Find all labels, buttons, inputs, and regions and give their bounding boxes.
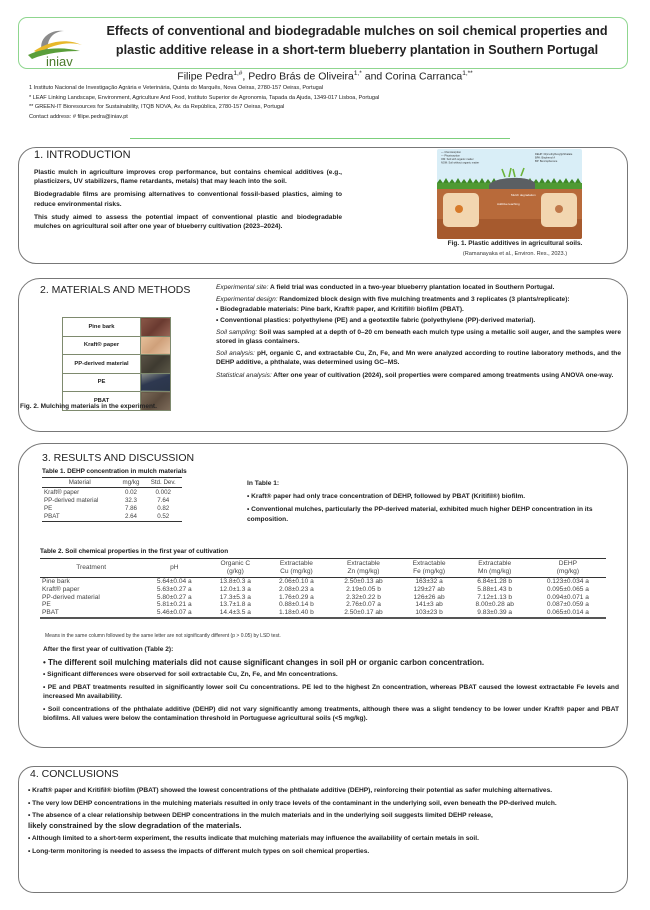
table-cell: 7.86 <box>124 504 137 512</box>
table-cell: 5.64±0.04 a <box>156 578 192 585</box>
title-line-2: plastic additive release in a short-term blueberry plantation in Southern Portugal <box>115 43 599 57</box>
material-label: PBAT <box>63 392 141 411</box>
methods-item <box>216 349 621 367</box>
material-label: PP-derived material <box>63 355 141 374</box>
figure-plastic-additives <box>437 149 582 239</box>
table-cell: 2.19±0.05 b <box>346 585 381 593</box>
methods-item-heading: Soil analysis: <box>216 350 255 358</box>
discussion-bullet: • PE and PBAT treatments resulted in significantly lower soil Cu concentrations. PE led to the highest Zn concentration, whereas PBAT caused the lowest extractable Fe levels and increased Mn availability. <box>43 684 619 701</box>
author-affiliation-mark: 1,# <box>233 70 243 77</box>
table-cell: 0.88±0.14 b <box>278 601 314 609</box>
table-cell: 5.80±0.27 a <box>156 593 192 601</box>
table-cell: 9.83±0.39 a <box>460 609 530 618</box>
table1-discussion <box>247 479 622 528</box>
table-cell: 13.8±0.3 a <box>219 578 251 585</box>
methods-item-heading: Experimental site: <box>216 284 269 291</box>
table1-header: mg/kg <box>117 478 144 488</box>
fig1-legend: DEHP: Di(2-ethylhexyl)phthalate <box>535 153 573 156</box>
author-separator: , <box>242 70 249 83</box>
fig1-legend: BP: Benzophenone <box>535 160 558 163</box>
table-cell: 7.12±1.13 b <box>477 593 513 601</box>
author-list <box>0 70 650 83</box>
methods-title: 2. MATERIALS AND METHODS <box>40 284 191 296</box>
affiliation-line: * LEAF Linking Landscape, Environment, Agriculture And Food, Instituto Superior de Agronomia, Tapada da Ajuda, 1349-017 Lisboa, Portugal <box>29 94 380 101</box>
table-cell: 8.00±0.28 ab <box>475 601 514 609</box>
methods-item-text: Randomized block design with five mulching treatments and 3 replicates (3 plants/replicate): <box>277 296 570 304</box>
table-cell: 7.64 <box>157 496 170 504</box>
conclusion-bullet: • Long-term monitoring is needed to assess the impacts of different mulch types on soil chemical properties. <box>28 848 370 856</box>
poster-title <box>92 22 622 60</box>
methods-bullet: • Conventional plastics: polyethylene (PE) and a geotextile fabric (polyethylene (PP)-derived material). <box>216 316 536 324</box>
table-cell: 0.094±0.071 a <box>546 593 589 601</box>
author-affiliation-mark: 1,** <box>462 70 473 77</box>
table-cell: 2.32±0.22 b <box>346 593 381 601</box>
table2-caption: Table 2. Soil chemical properties in the first year of cultivation <box>40 548 229 555</box>
discussion-bullet: • Soil concentrations of the phthalate additive (DEHP) did not vary significantly among treatments, although there was a slight tendency to be lower under Kraft® paper and PBAT biofilms. All values were below the contamination threshold in Portuguese agricultural soils (<5 mg/kg). <box>43 706 619 723</box>
table-cell: PP-derived material <box>44 496 99 504</box>
table1-header: Material <box>42 478 117 488</box>
methods-text <box>216 283 621 383</box>
fig1-label: Additive leaching <box>497 202 520 206</box>
header-divider <box>130 138 510 139</box>
table2-header: Treatment <box>40 559 142 578</box>
methods-item-text: A field trial was conducted in a two-year blueberry plantation located in Southern Portugal. <box>268 284 555 291</box>
table2-header: pH <box>142 559 206 578</box>
table-cell: 163±32 a <box>415 578 443 585</box>
table2-discussion <box>43 645 619 727</box>
table-cell: 13.7±1.8 a <box>219 601 251 609</box>
table-cell: 1.76±0.29 a <box>278 593 314 601</box>
table-cell: 103±23 b <box>399 609 460 618</box>
table2-soil-properties <box>40 558 606 619</box>
methods-item-heading: Statistical analysis: <box>216 371 272 379</box>
table2-header: Extractable Zn (mg/kg) <box>328 559 398 578</box>
table-row <box>42 513 182 522</box>
table2-header: DEHP (mg/kg) <box>530 559 606 578</box>
figure2-caption: Fig. 2. Mulching materials in the experiment. <box>20 403 157 410</box>
table-cell: Kraft® paper <box>42 585 80 593</box>
table-cell: 0.065±0.014 a <box>530 609 606 618</box>
table-row <box>40 586 606 594</box>
methods-item-heading: Experimental design: <box>216 296 278 304</box>
table-cell: Kraft® paper <box>44 488 80 496</box>
conclusions-text <box>28 786 625 860</box>
table-cell: 2.50±0.13 ab <box>344 578 383 585</box>
material-label: Pine bark <box>63 318 141 337</box>
table-cell: 0.095±0.065 a <box>546 585 589 593</box>
table-cell: 2.64 <box>117 513 144 522</box>
table1-dehp-mulch <box>42 477 182 522</box>
table2-header: Extractable Cu (mg/kg) <box>264 559 328 578</box>
conclusion-bullet: • Kraft® paper and Kritifil® biofilm (PBAT) showed the lowest concentrations of the phthalate additive (DEHP), reinforcing their potential as safer mulching alternatives. <box>28 787 553 794</box>
table-cell: 2.50±0.17 ab <box>328 609 398 618</box>
introduction-title: 1. INTRODUCTION <box>34 149 131 161</box>
figure1-source: (Ramanayaka et al., Environ. Res., 2023.) <box>462 251 568 257</box>
table-cell: 2.06±0.10 a <box>278 578 314 585</box>
table-cell: 1.18±0.40 b <box>264 609 328 618</box>
table-cell: 2.08±0.23 a <box>278 585 314 593</box>
table-cell: 5.81±0.21 a <box>156 601 192 609</box>
intro-paragraph: Biodegradable films are promising alternatives to conventional fossil-based plastics, aiming to reduce environmental risks. <box>34 191 342 208</box>
table2-header: Extractable Mn (mg/kg) <box>460 559 530 578</box>
table-cell: 129±27 ab <box>413 585 445 593</box>
conclusions-title: 4. CONCLUSIONS <box>30 768 119 780</box>
mulch-materials-figure <box>62 317 171 411</box>
table-cell: 5.88±1.43 b <box>477 585 513 593</box>
table2-header-row <box>40 559 606 578</box>
table-cell: 0.002 <box>155 488 171 496</box>
author-name: Corina Carranca <box>385 70 463 83</box>
table-cell: 32.3 <box>124 496 137 504</box>
author-separator: and <box>361 70 386 83</box>
methods-item-text: pH, organic C, and extractable Cu, Zn, Fe, and Mn were analyzed according to routine laboratory methods, and the DEHP additive, a phthalate, was determined using GC–MS. <box>216 350 621 367</box>
table-cell: 141±3 ab <box>415 601 443 609</box>
conclusion-bullet: • The very low DEHP concentrations in the mulching materials resulted in only trace levels of the contaminant in the underlying soil, even beneath the PP-derived mulch. <box>28 799 557 807</box>
table-cell: 126±26 ab <box>413 593 445 601</box>
material-label: PE <box>63 373 141 392</box>
soil-illustration <box>437 149 582 239</box>
table-row <box>40 594 606 602</box>
material-swatch <box>141 355 171 374</box>
intro-paragraph: This study aimed to assess the potential impact of conventional plastic and biodegradable mulches on agricultural soil after one year of blueberry cultivation (2023–2024). <box>34 213 342 231</box>
material-row <box>63 336 171 355</box>
table-row <box>42 504 182 512</box>
table1-header-row <box>42 478 182 488</box>
table-cell: 5.46±0.07 a <box>142 609 206 618</box>
table-cell: PE <box>42 601 51 609</box>
fig1-legend: NOM: Soil without organic matter <box>441 161 480 165</box>
methods-item <box>216 295 621 304</box>
material-swatch <box>141 336 171 355</box>
methods-item-text: After one year of cultivation (2024), soil properties were compared among treatments using ANOVA one-way. <box>271 371 614 379</box>
material-row <box>63 318 171 337</box>
contact-address: Contact address: # filipe.pedra@iniav.pt <box>29 113 128 120</box>
table1-header: Std. Dev. <box>144 478 182 488</box>
table-row <box>40 578 606 586</box>
discussion-bullet: • Significant differences were observed for soil extractable Cu, Zn, Fe, and Mn concentrations. <box>43 671 338 679</box>
table-row <box>40 601 606 609</box>
table-cell: 17.3±5.3 a <box>219 593 251 601</box>
discussion-bullet: • Kraft® paper had only trace concentration of DEHP, followed by PBAT (Kritifil®) biofilm. <box>247 493 526 501</box>
table2-header: Organic C (g/kg) <box>206 559 264 578</box>
table-row <box>40 609 606 618</box>
material-swatch <box>141 318 171 337</box>
table-cell: 0.123±0.034 a <box>546 578 589 585</box>
figure1-caption: Fig. 1. Plastic additives in agricultural soils. <box>447 240 583 247</box>
table-cell: 0.82 <box>157 504 170 512</box>
methods-bullet: • Biodegradable materials: Pine bark, Kraft® paper, and Kritifil® biofilm (PBAT). <box>216 306 464 314</box>
conclusion-bullet: • The absence of a clear relationship between DEHP concentrations in the mulch materials and in the underlying soil suggests limited DEHP release, likely constrained by the slow degradation of the materials. <box>28 812 493 830</box>
affiliation-line: ** GREEN-IT Bioresources for Sustainability, ITQB NOVA, Av. da República, 2780-157 Oeiras, Portugal <box>29 104 285 110</box>
table-cell: 6.84±1.28 b <box>477 578 513 585</box>
table-cell: Pine bark <box>42 578 70 585</box>
methods-item <box>216 371 621 380</box>
table-cell: PE <box>44 504 53 512</box>
methods-item-heading: Soil sampling: <box>216 328 258 336</box>
table-cell: 12.0±1.3 a <box>219 585 251 593</box>
author-name: Filipe Pedra <box>177 70 234 83</box>
conclusion-bullet: • Although limited to a short-term experiment, the results indicate that mulching materials may influence the availability of certain metals in soil. <box>28 835 479 843</box>
author-name: Pedro Brás de Oliveira <box>248 70 354 83</box>
fig1-legend: OM: Soil with organic matter <box>441 158 474 161</box>
table-cell: 0.52 <box>144 513 182 522</box>
logo-swoosh-icon <box>24 21 88 67</box>
fig1-legend: BPA: Bisphenol A <box>535 156 556 160</box>
table-cell: 0.02 <box>124 488 137 496</box>
table1-caption: Table 1. DEHP concentration in mulch materials <box>42 468 187 475</box>
affiliations <box>29 84 379 122</box>
affiliation-line: 1 Instituto Nacional de Investigação Agrária e Veterinária, Quinta do Marquês, Nova Oeiras, 2780-157 Oeiras, Portugal <box>29 85 324 91</box>
table2-header: Extractable Fe (mg/kg) <box>399 559 460 578</box>
results-title: 3. RESULTS AND DISCUSSION <box>42 452 195 464</box>
discussion-intro: In Table 1: <box>247 480 280 487</box>
author-affiliation-mark: 1,* <box>353 70 362 77</box>
methods-item-text: Soil was sampled at a depth of 0–20 cm beneath each mulch type using a metallic soil auger, and the samples were stored in glass containers. <box>216 328 622 346</box>
material-row <box>63 355 171 374</box>
table-cell: PBAT <box>40 609 142 618</box>
table-cell: PBAT <box>42 513 117 522</box>
material-swatch <box>141 373 171 392</box>
fig1-label: Mulch degradation <box>511 193 536 197</box>
table-row <box>42 488 182 497</box>
table-cell: PP-derived material <box>42 593 100 601</box>
intro-paragraph: Plastic mulch in agriculture improves crop performance, but contains chemical additives (e.g., plasticizers, UV stabilizers, flame retardants, metals) that may leach into the soil. <box>34 169 342 186</box>
table2-footnote: Means in the same column followed by the same letter are not significantly different (p > 0.05) by LSD test. <box>45 633 281 639</box>
discussion-bullet: • Conventional mulches, particularly the PP-derived material, exhibited much higher DEHP concentration in its composition. <box>247 506 593 523</box>
material-label: Kraft® paper <box>63 336 141 355</box>
fig1-legend: — Chemisorption <box>441 151 462 154</box>
material-row <box>63 373 171 392</box>
methods-item <box>216 328 621 346</box>
logo-text: iniav <box>46 54 73 67</box>
table-cell: 5.63±0.27 a <box>156 585 192 593</box>
iniav-logo <box>24 21 88 67</box>
table-cell: 14.4±3.5 a <box>206 609 264 618</box>
table-row <box>42 496 182 504</box>
fig1-legend: — Physisorption <box>441 154 460 158</box>
title-line-1: Effects of conventional and biodegradable mulches on soil chemical properties and <box>106 24 608 38</box>
table-cell: 0.087±0.059 a <box>546 601 589 609</box>
discussion-intro: After the first year of cultivation (Table 2): <box>43 646 174 653</box>
table-cell: 2.76±0.07 a <box>346 601 381 609</box>
methods-item <box>216 283 621 292</box>
discussion-bullet: • The different soil mulching materials did not cause significant changes in soil pH or organic carbon concentration. <box>43 657 485 667</box>
introduction-text <box>34 168 342 235</box>
